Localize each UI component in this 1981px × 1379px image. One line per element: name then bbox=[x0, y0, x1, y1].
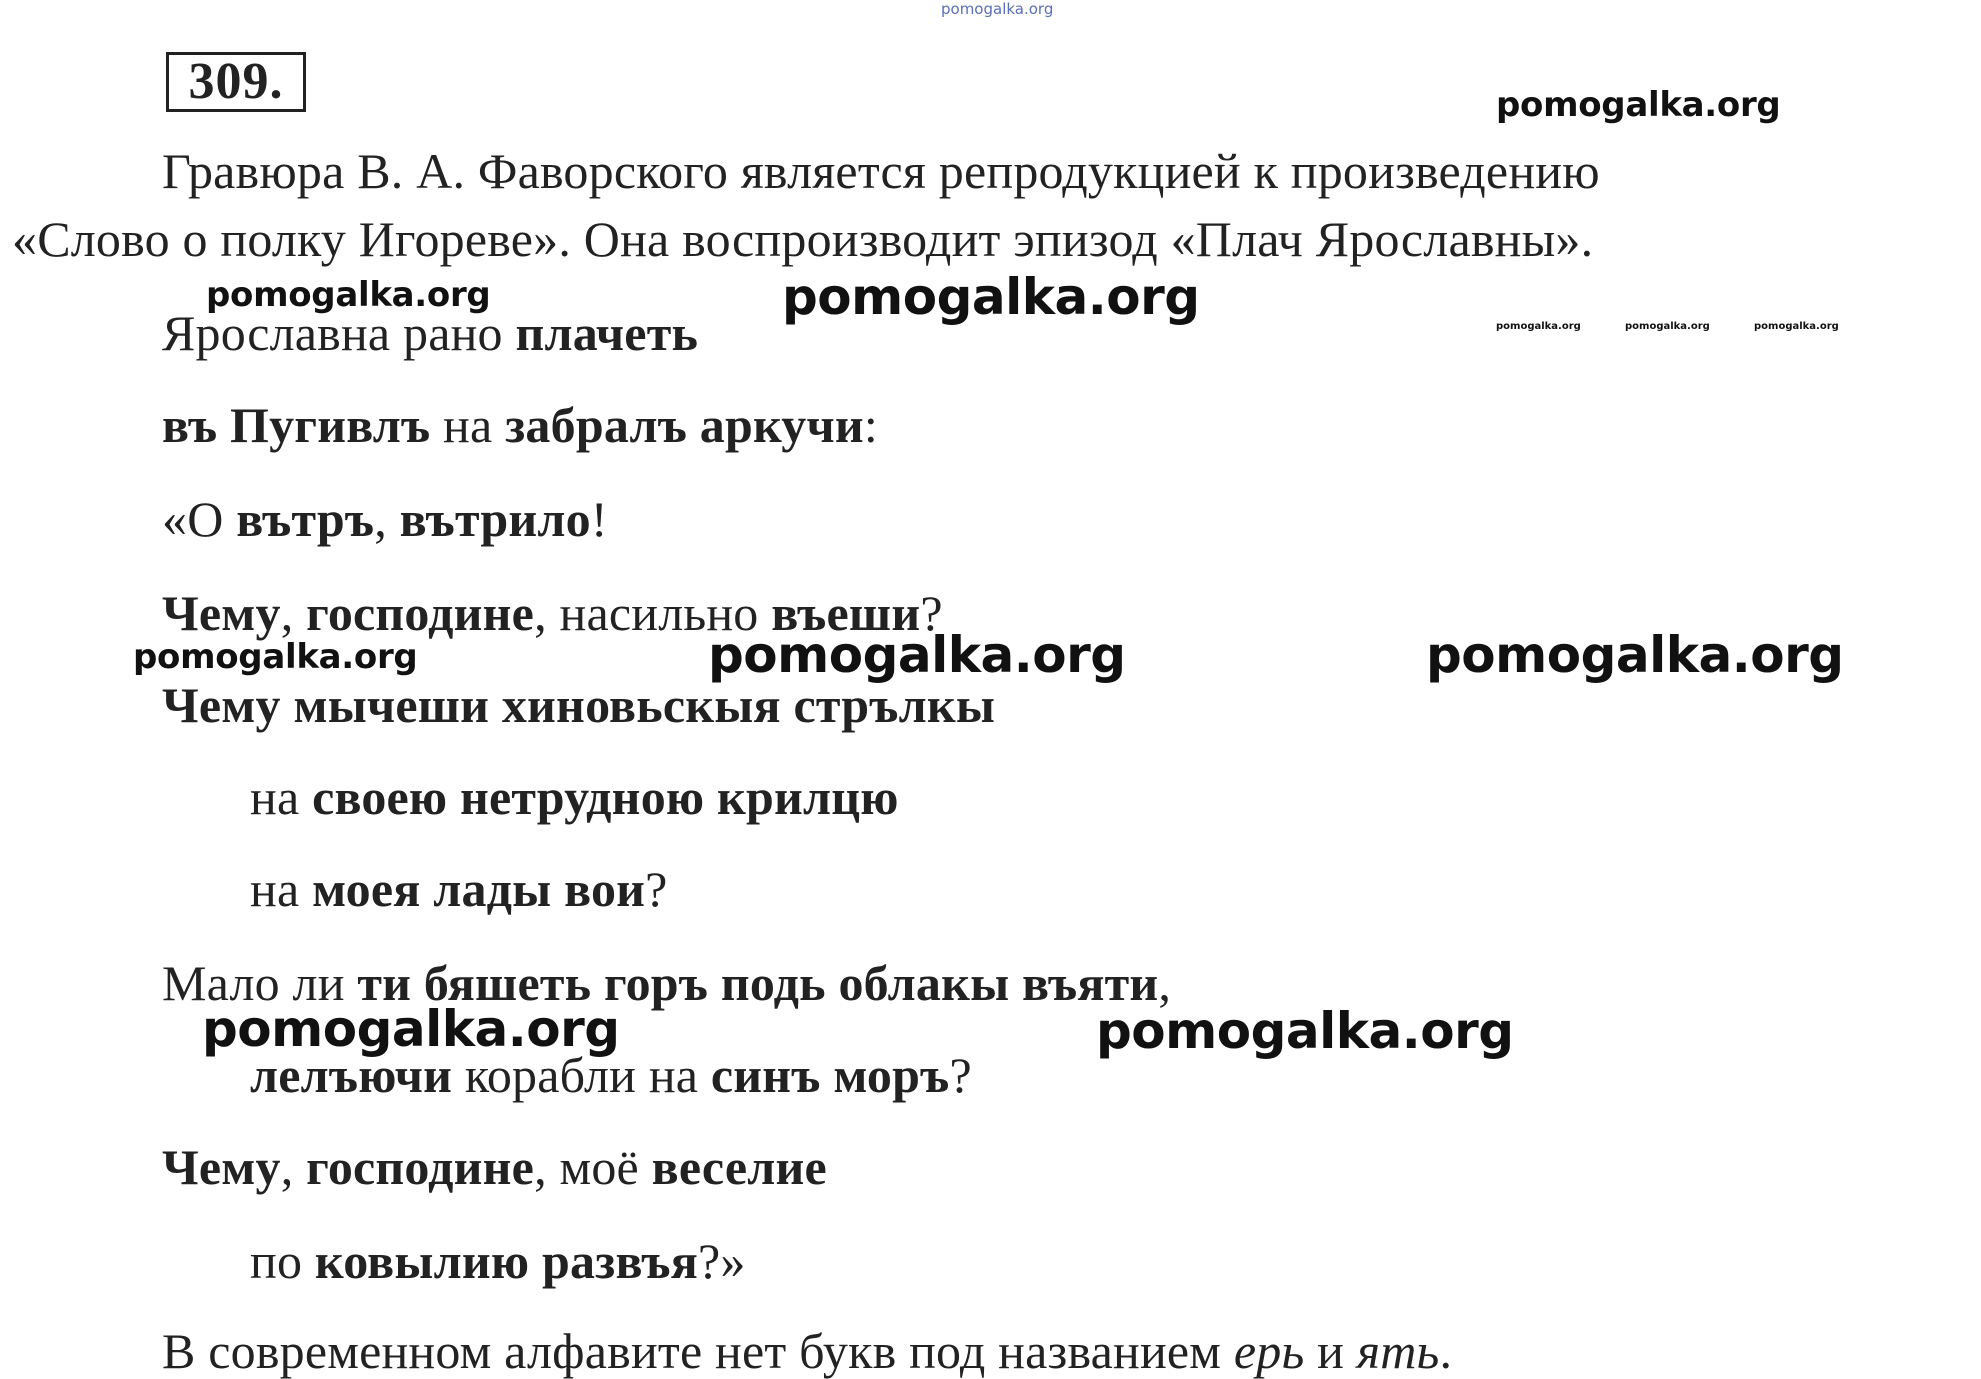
watermark: pomogalka.org bbox=[708, 626, 1126, 684]
poem-text: ! bbox=[590, 491, 608, 547]
watermark-top: pomogalka.org bbox=[941, 0, 1054, 18]
poem-text: на bbox=[250, 861, 313, 917]
poem-bold-word: лелъючи bbox=[250, 1047, 453, 1103]
poem-bold-word: ковылию развъя bbox=[314, 1233, 699, 1289]
closing-italic-word: ерь bbox=[1233, 1323, 1305, 1379]
poem-text: , насильно bbox=[534, 585, 772, 641]
poem-text: Ярославна рано bbox=[162, 305, 516, 361]
watermark: pomogalka.org bbox=[1496, 85, 1781, 125]
poem-text: на bbox=[430, 397, 506, 453]
poem-line-7 bbox=[250, 861, 668, 917]
poem-text: «О bbox=[162, 491, 237, 547]
poem-bold-word: господине bbox=[306, 1139, 535, 1195]
watermark: pomogalka.org bbox=[782, 268, 1200, 326]
poem-text: на bbox=[250, 769, 313, 825]
poem-bold-word: въ Пугивлъ bbox=[162, 397, 431, 453]
poem-bold-word: Чему bbox=[162, 1139, 281, 1195]
watermark: pomogalka.org bbox=[1426, 626, 1844, 684]
watermark: pomogalka.org bbox=[1496, 321, 1581, 332]
closing-text: В современном алфавите нет букв под названием bbox=[162, 1323, 1234, 1379]
poem-text: корабли на bbox=[452, 1047, 711, 1103]
poem-bold-word: ти бяшеть горъ подь облакы въяти bbox=[357, 955, 1159, 1011]
exercise-number: 309. bbox=[166, 52, 306, 112]
watermark: pomogalka.org bbox=[133, 637, 418, 677]
poem-text: по bbox=[250, 1233, 315, 1289]
poem-line-3 bbox=[162, 491, 608, 547]
poem-line-10 bbox=[162, 1139, 827, 1195]
poem-line-1 bbox=[162, 305, 699, 361]
poem-text: , bbox=[280, 585, 307, 641]
watermark: pomogalka.org bbox=[1625, 321, 1710, 332]
poem-bold-word: моея лады вои bbox=[312, 861, 646, 917]
watermark: pomogalka.org bbox=[1096, 1002, 1514, 1060]
closing-sentence bbox=[162, 1323, 1453, 1379]
poem-bold-word: Чему bbox=[162, 585, 281, 641]
poem-bold-word: плачеть bbox=[515, 305, 699, 361]
poem-text: Мало ли bbox=[162, 955, 358, 1011]
poem-text: , моё bbox=[534, 1139, 652, 1195]
poem-text: , bbox=[1158, 955, 1172, 1011]
poem-text: , bbox=[374, 491, 400, 547]
poem-bold-word: вътръ bbox=[236, 491, 375, 547]
watermark: pomogalka.org bbox=[206, 275, 491, 315]
poem-line-2 bbox=[162, 397, 878, 453]
intro-line-1: Гравюра В. А. Фаворского является репродукцией к произведению bbox=[162, 143, 1600, 199]
poem-bold-word: забралъ аркучи bbox=[505, 397, 864, 453]
poem-bold-word: синъ моръ bbox=[710, 1047, 950, 1103]
poem-text: ? bbox=[949, 1047, 972, 1103]
closing-italic-word: ять bbox=[1356, 1323, 1440, 1379]
poem-text: ? bbox=[645, 861, 668, 917]
poem-bold-word: веселие bbox=[651, 1139, 827, 1195]
poem-line-11 bbox=[250, 1233, 746, 1289]
poem-bold-word: въеши bbox=[771, 585, 921, 641]
poem-text: : bbox=[863, 397, 878, 453]
poem-bold-word: вътрило bbox=[399, 491, 591, 547]
poem-text: ?» bbox=[698, 1233, 746, 1289]
closing-text: и bbox=[1304, 1323, 1357, 1379]
poem-line-5: Чему мычеши хиновьскыя стрълкы bbox=[162, 677, 996, 733]
intro-line-2: «Слово о полку Игореве». Она воспроизводит эпизод «Плач Ярославны». bbox=[12, 211, 1594, 267]
watermark: pomogalka.org bbox=[1754, 321, 1839, 332]
poem-bold-word: господине bbox=[306, 585, 535, 641]
poem-text: ? bbox=[920, 585, 943, 641]
poem-line-6 bbox=[250, 769, 899, 825]
closing-text: . bbox=[1439, 1323, 1453, 1379]
watermark: pomogalka.org bbox=[202, 1000, 620, 1058]
poem-text: , bbox=[280, 1139, 307, 1195]
poem-bold-word: своею нетрудною крилцю bbox=[312, 769, 899, 825]
